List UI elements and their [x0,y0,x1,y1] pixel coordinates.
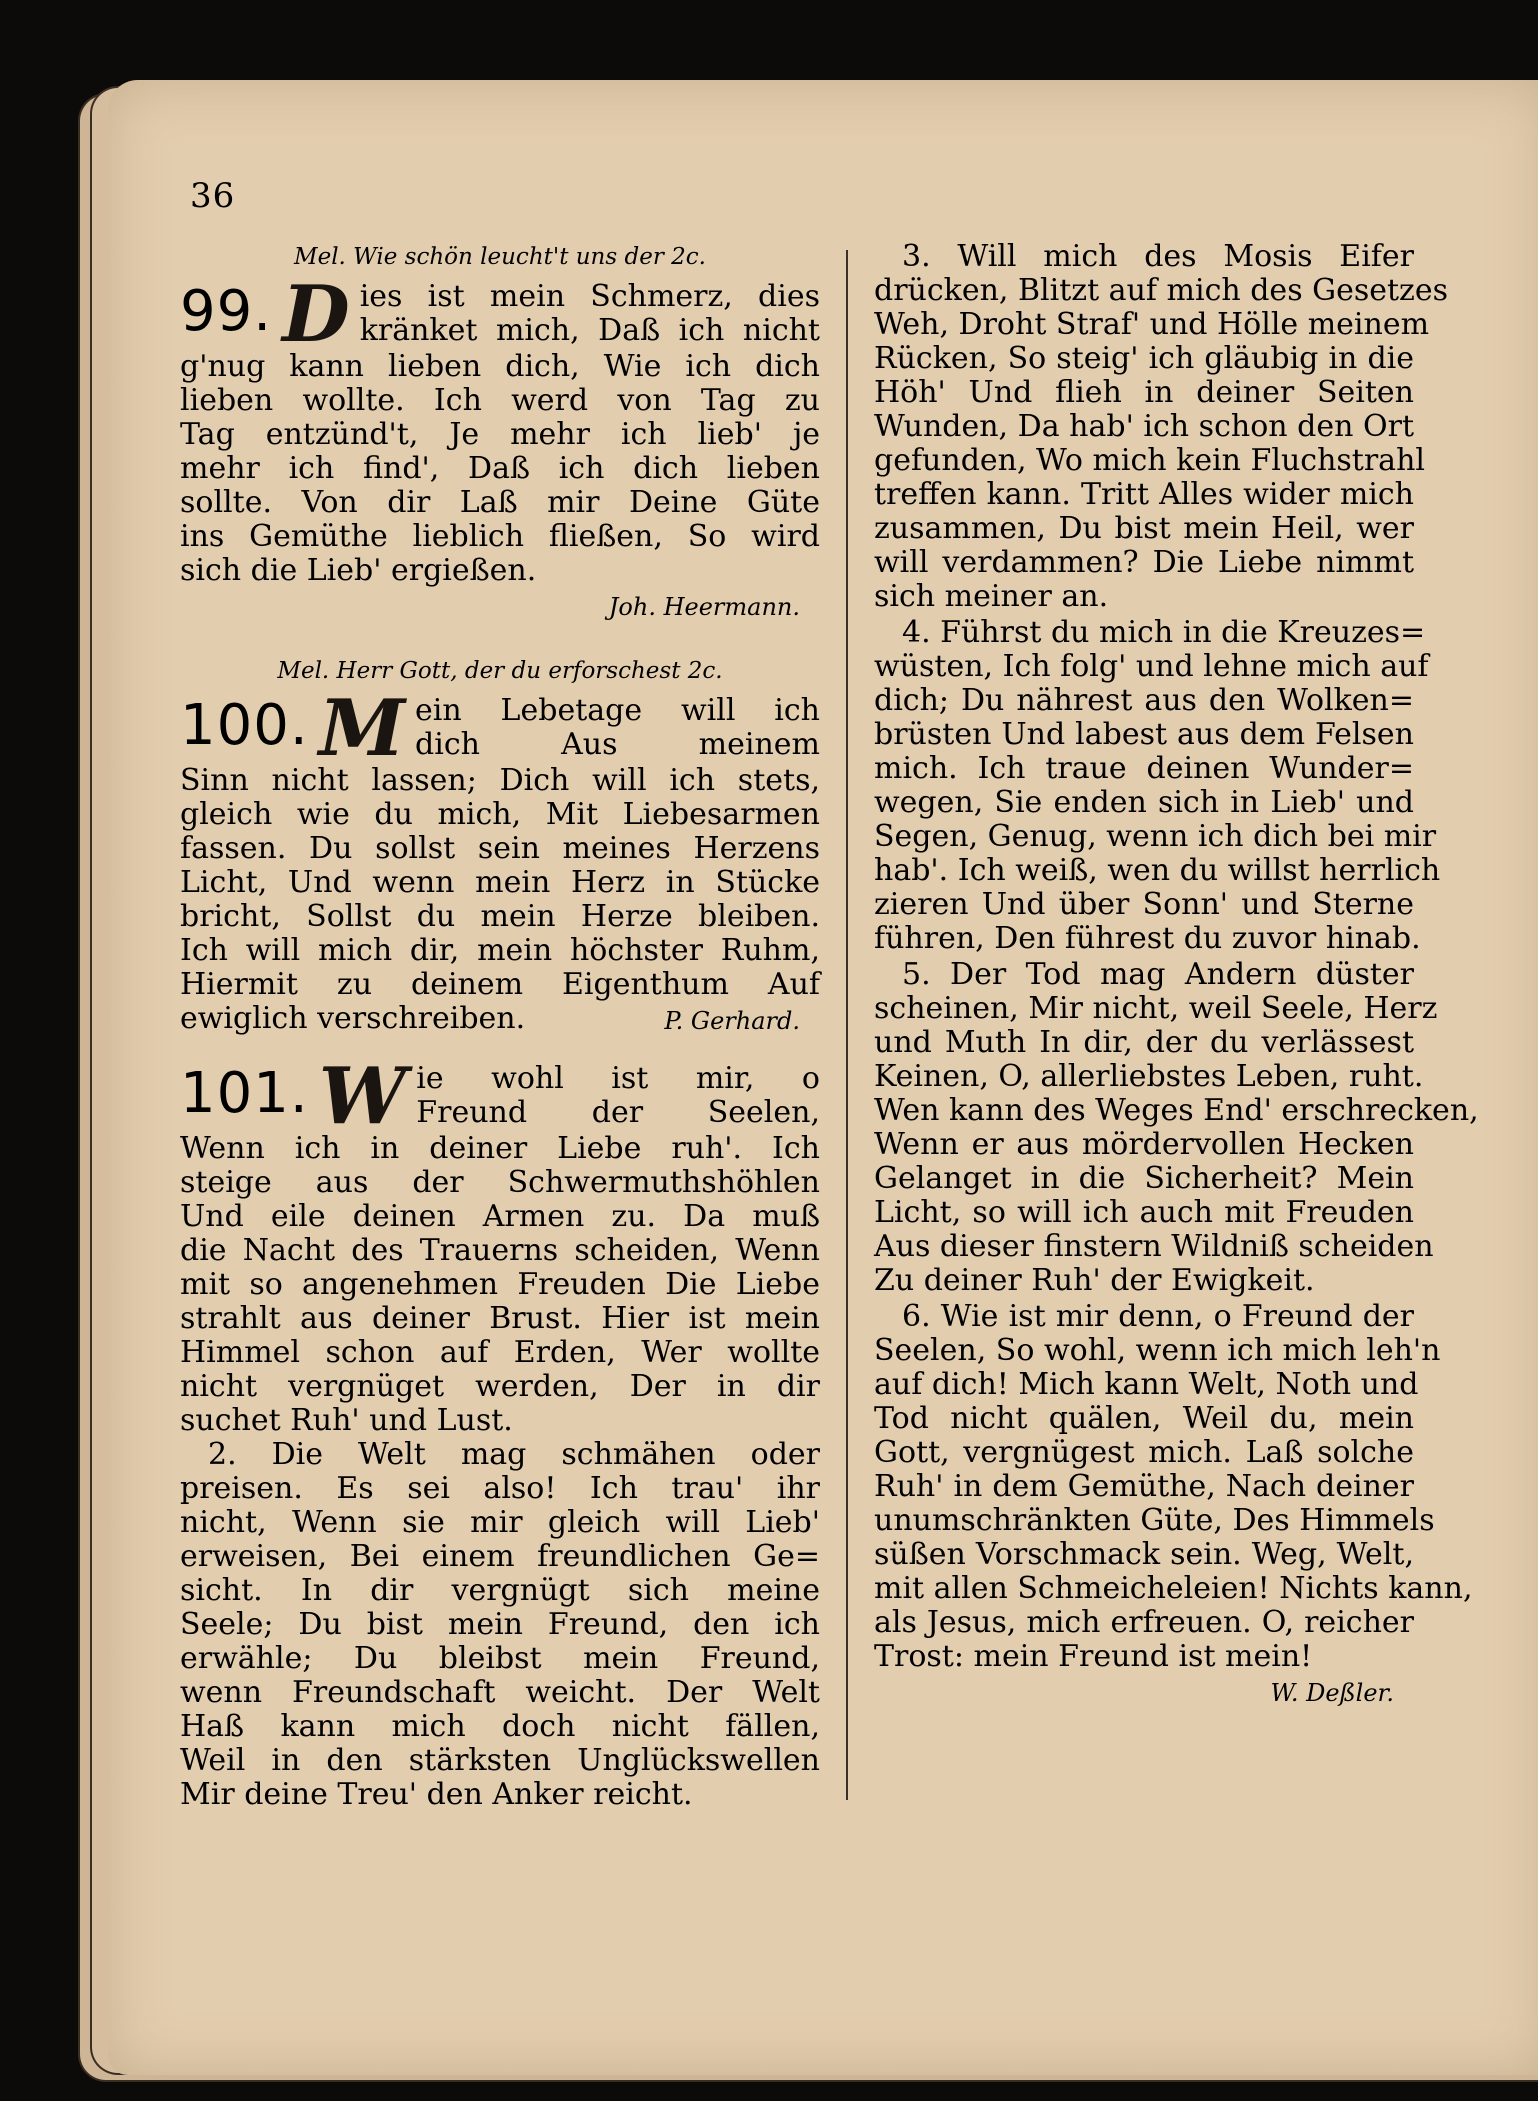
text-line: g'nug kann lieben dich, Wie ich dich [180,349,820,384]
text-line: die Nacht des Trauerns scheiden, Wenn [180,1233,820,1268]
drop-cap: M [318,683,406,774]
text-line: Weil in den stärksten Unglückswellen [180,1743,820,1778]
text-line: sollte. Von dir Laß mir Deine Güte [180,485,820,520]
text-line: sich meiner an. [874,579,1109,614]
text-line: Trost: mein Freund ist mein! [874,1639,1313,1674]
text-line: führen, Den führest du zuvor hinab. [874,921,1421,956]
hymn-number: 100. [180,693,309,758]
text-line: mit allen Schmeicheleien! Nichts kann, [874,1571,1473,1606]
page-number: 36 [190,176,236,216]
text-line: gefunden, Wo mich kein Fluchstrahl [874,443,1425,478]
text-line: brüsten Und labest aus dem Felsen [874,717,1414,752]
text-line: Weh, Droht Straf' und Hölle meinem [874,307,1430,342]
text-line: erweisen, Bei einem freundlichen Ge= [180,1539,820,1574]
text-line: Keinen, O, allerliebstes Leben, ruht. [874,1059,1424,1094]
text-line: ins Gemüthe lieblich fließen, So wird [180,519,820,554]
hymn-head-lines [415,694,820,762]
text-line: und Muth In dir, der du verlässest [874,1025,1414,1060]
hymn-101 [180,1051,820,1812]
text-line: suchet Ruh' und Lust. [180,1403,513,1438]
text-line: Freund der Seelen, [416,1095,820,1130]
text-line: 3. Will mich des Mosis Eifer [902,239,1414,274]
text-line [180,1002,820,1040]
text-line: nicht, Wenn sie mir gleich will Lieb' [180,1505,820,1540]
text-line: wenn Freundschaft weicht. Der Welt [180,1675,820,1710]
left-column [180,240,820,1812]
text-line: bricht, Sollst du mein Herze bleiben. [180,899,820,934]
text-line: Ich will mich dir, mein höchster Ruhm, [180,933,820,968]
text-line: auf dich! Mich kann Welt, Noth und [874,1367,1419,1402]
text-line: Ruh' in dem Gemüthe, Nach deiner [874,1469,1414,1504]
text-line: Mir deine Treu' den Anker reicht. [180,1777,693,1812]
text-line: drücken, Blitzt auf mich des Gesetzes [874,273,1448,308]
text-line: mehr ich find', Daß ich dich lieben [180,451,820,486]
text-line: 4. Führst du mich in die Kreuzes= [902,615,1426,650]
text-line: ie wohl ist mir, o [416,1061,820,1096]
spacer [180,1040,820,1062]
text-line: dich; Du nährest aus den Wolken= [874,683,1414,718]
text-line: süßen Vorschmack sein. Weg, Welt, [874,1537,1414,1572]
text-line: Gelanget in die Sicherheit? Mein [874,1161,1414,1196]
text-line: 5. Der Tod mag Andern düster [902,957,1414,992]
melody-line: Mel. Herr Gott, der du erforschest 2c. [277,658,723,684]
text-line: steige aus der Schwermuthshöhlen [180,1165,820,1200]
text-line: Seele; Du bist mein Freund, den ich [180,1607,820,1642]
text-line: Segen, Genug, wenn ich dich bei mir [874,819,1437,854]
text-line: Wen kann des Weges End' erschrecken, [874,1093,1479,1128]
text-line: mich. Ich traue deinen Wunder= [874,751,1414,786]
hymn-head [180,683,820,774]
text-line: hab'. Ich weiß, wen du willst herrlich [874,853,1441,888]
text-line: scheinen, Mir nicht, weil Seele, Herz [874,991,1438,1026]
author-name: Joh. Heermann. [608,593,800,621]
text-line: Haß kann mich doch nicht fällen, [180,1709,820,1744]
text-line: als Jesus, mich erfreuen. O, reicher [874,1605,1414,1640]
column-divider [846,250,848,1800]
text-line: zieren Und über Sonn' und Sterne [874,887,1414,922]
hymn-99 [180,269,820,626]
text-line: lieben wollte. Ich werd von Tag zu [180,383,820,418]
hymn-head [180,1051,820,1142]
text-line: will verdammen? Die Liebe nimmt [874,545,1414,580]
text-line: Rücken, So steig' ich gläubig in die [874,341,1414,376]
text-line: wüsten, Ich folg' und lehne mich auf [874,649,1429,684]
author-name: W. Deßler. [1270,1679,1394,1707]
text-line: fassen. Du sollst sein meines Herzens [180,831,820,866]
text-line: Zu deiner Ruh' der Ewigkeit. [874,1263,1315,1298]
text-line: Hiermit zu deinem Eigenthum Auf [180,967,820,1002]
text-line: Höh' Und flieh in deiner Seiten [874,375,1414,410]
text-line: mit so angenehmen Freuden Die Liebe [180,1267,820,1302]
text-line: kränket mich, Daß ich nicht [359,313,820,348]
text-line: preisen. Es sei also! Ich trau' ihr [180,1471,820,1506]
hymn-number: 99. [180,279,273,344]
text-line: dich Aus meinem [415,727,820,762]
text-line: ein Lebetage will ich [415,693,820,728]
text-line: unumschränkten Güte, Des Himmels [874,1503,1435,1538]
text-line: sicht. In dir vergnügt sich meine [180,1573,820,1608]
text-line: sich die Lieb' ergießen. [180,553,537,588]
text-line: Tod nicht quälen, Weil du, mein [874,1401,1414,1436]
text-line: Wenn ich in deiner Liebe ruh'. Ich [180,1131,820,1166]
text-line: treffen kann. Tritt Alles wider mich [874,477,1414,512]
text-line: wegen, Sie enden sich in Lieb' und [874,785,1414,820]
text-line: 2. Die Welt mag schmähen oder [208,1437,820,1472]
author-name: P. Gerhard. [664,1007,800,1035]
text-line: Licht, Und wenn mein Herz in Stücke [180,865,820,900]
text-line: Sinn nicht lassen; Dich will ich stets, [180,763,820,798]
text-line: zusammen, Du bist mein Heil, wer [874,511,1414,546]
text-line: 6. Wie ist mir denn, o Freund der [902,1299,1414,1334]
text-line: Tag entzünd't, Je mehr ich lieb' je [180,417,820,452]
text-line: Aus dieser finstern Wildniß scheiden [874,1229,1434,1264]
text-line: Wunden, Da hab' ich schon den Ort [874,409,1414,444]
text-line: gleich wie du mich, Mit Liebesarmen [180,797,820,832]
text-line: Licht, so will ich auch mit Freuden [874,1195,1414,1230]
right-column [874,239,1479,1712]
text-line-end: ewiglich verschreiben. [180,1001,526,1036]
hymn-100 [180,683,820,1040]
hymn-number: 101. [180,1061,309,1126]
text-line: Und eile deinen Armen zu. Da muß [180,1199,820,1234]
text-line: ies ist mein Schmerz, dies [359,279,820,314]
text-line: strahlt aus deiner Brust. Hier ist mein [180,1301,820,1336]
drop-cap: D [282,269,350,360]
hymn-head-lines [360,280,820,348]
text-line: Himmel schon auf Erden, Wer wollte [180,1335,820,1370]
hymn-head [180,269,820,360]
text-line: Wenn er aus mördervollen Hecken [874,1127,1414,1162]
text-line: nicht vergnüget werden, Der in dir [180,1369,820,1404]
melody-line: Mel. Wie schön leucht't uns der 2c. [294,244,706,270]
hymn-head-lines [416,1062,820,1130]
text-line: erwähle; Du bleibst mein Freund, [180,1641,820,1676]
drop-cap: W [318,1051,407,1142]
text-line: Seelen, So wohl, wenn ich mich leh'n [874,1333,1441,1368]
text-line: Gott, vergnügest mich. Laß solche [874,1435,1414,1470]
